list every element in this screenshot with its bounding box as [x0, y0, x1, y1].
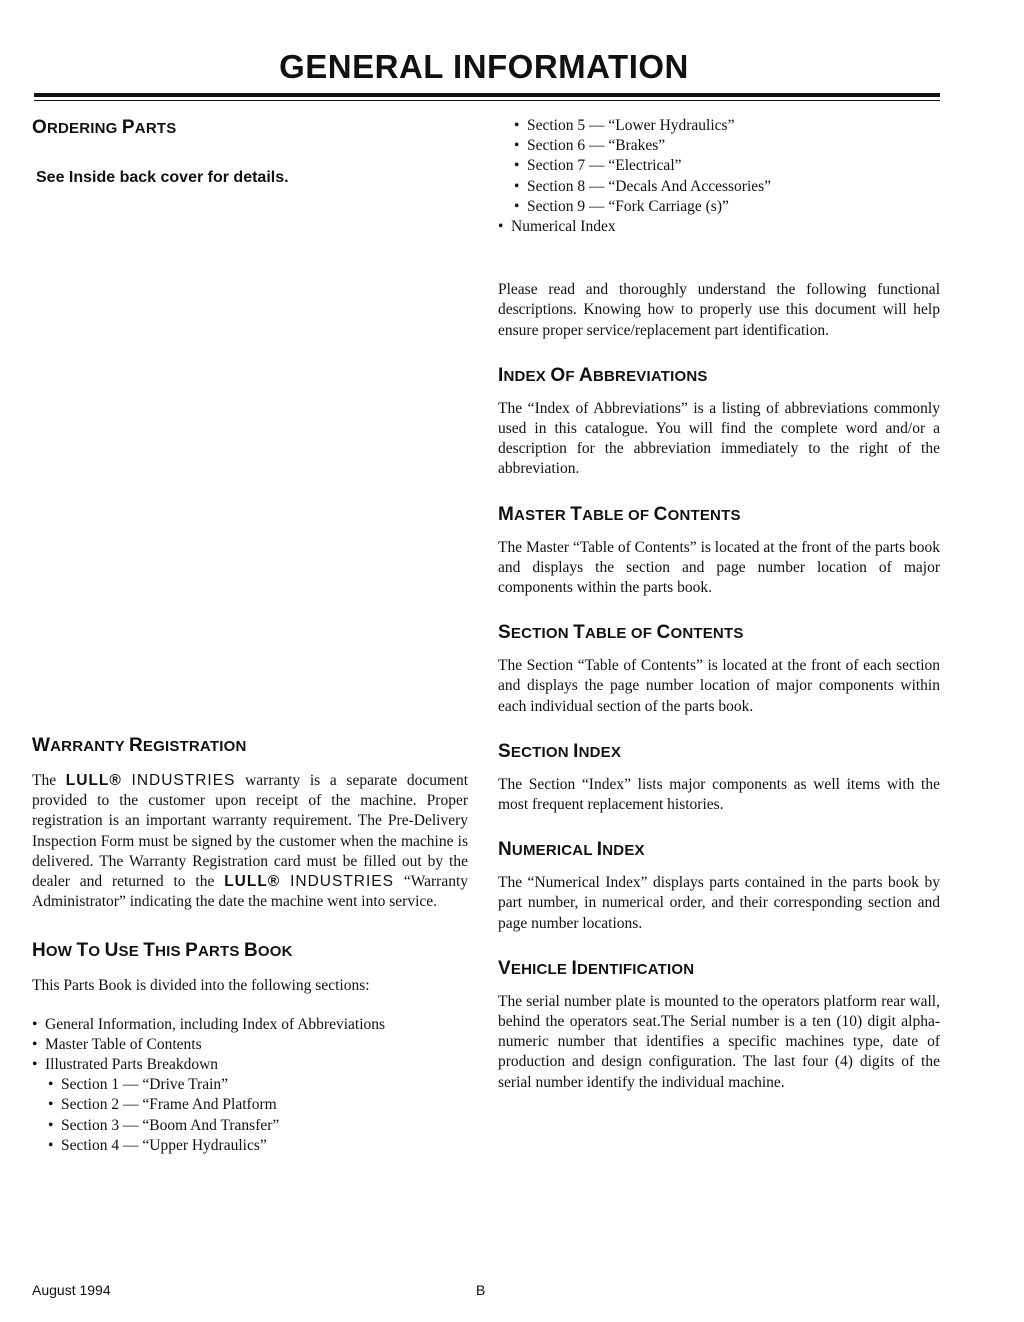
- title-rule-thick: [34, 93, 940, 97]
- functional-descriptions-intro: Please read and thoroughly understand the following functional descriptions. Knowing how to properly use this document will help ensure proper service/replacement part identification.: [498, 281, 940, 339]
- heading-initial: S: [498, 740, 511, 762]
- page-title: GENERAL INFORMATION: [279, 48, 689, 85]
- warranty-text-part-2: “Warranty Administrator” indicating the date the machine went into service.: [32, 873, 469, 911]
- heading-initial: I: [596, 839, 603, 861]
- numerical-index-heading: [498, 839, 940, 861]
- list-item: • Section 6 — “Brakes”: [514, 136, 940, 156]
- list-item: • Illustrated Parts Breakdown: [32, 1055, 452, 1075]
- heading-initial: O: [32, 117, 47, 138]
- heading-initial: T: [573, 622, 585, 644]
- heading-rest: F: [565, 367, 580, 385]
- heading-initial: B: [243, 940, 258, 962]
- heading-rest: ARTS: [197, 943, 244, 961]
- list-item: • General Information, including Index of Abbreviations: [32, 1015, 452, 1035]
- heading-initial: C: [656, 622, 671, 644]
- how-to-use-heading: [32, 940, 468, 962]
- heading-initial: U: [104, 940, 119, 962]
- left-column: [32, 114, 468, 1156]
- heading-rest: ABLE OF: [582, 506, 654, 524]
- heading-rest: NDEX: [503, 367, 551, 385]
- vehicle-identification-text: The serial number plate is mounted to the operators platform rear wall, behind the operators seat.The Serial number is a ten (10) digit alpha-numeric number that identifies a specific machines type, date of production and design configuration. The last four (4) digits of the serial number identify the individual machine.: [498, 992, 940, 1091]
- heading-initial: M: [498, 503, 515, 525]
- section-index-heading: [498, 741, 940, 763]
- heading-initial: I: [573, 740, 579, 762]
- page-number: B: [476, 1282, 486, 1298]
- heading-initial: W: [32, 735, 51, 756]
- heading-rest: HIS: [155, 943, 186, 961]
- vehicle-identification-heading: [498, 958, 940, 980]
- heading-rest: ONTENTS: [667, 506, 741, 524]
- list-item: • Section 8 — “Decals And Accessories”: [514, 177, 940, 197]
- heading-initial: I: [498, 364, 504, 386]
- sections-list-left: [32, 1015, 452, 1156]
- ordering-parts-text: See Inside back cover for details.: [36, 169, 289, 186]
- brand-name: LULL®: [65, 772, 122, 789]
- warranty-registration-text: [32, 771, 468, 912]
- heading-initial: T: [76, 940, 89, 962]
- section-table-of-contents-heading: [498, 622, 940, 644]
- heading-rest: ARRANTY: [50, 738, 129, 755]
- heading-rest: ECTION: [510, 625, 574, 643]
- brand-name: LULL®: [224, 873, 281, 891]
- warranty-text-part-1: warranty is a separate document provided to the customer upon receipt of the machine. Proper registration is an important warranty requirement. The Pre-Delivery Inspection Form must be signed by the customer when the machine is delivered. The Warranty Registration card must be filled out by the dealer and returned to the: [32, 772, 469, 891]
- index-of-abbreviations-heading: [498, 365, 940, 387]
- index-of-abbreviations-text: The “Index of Abbreviations” is a listing of abbreviations commonly used in this catalogue. You will find the complete word and/or a description for the abbreviation immediately to the right of the abbreviation.: [498, 399, 940, 478]
- list-item: • Section 4 — “Upper Hydraulics”: [48, 1136, 452, 1156]
- heading-initial: N: [498, 839, 512, 861]
- list-item: • Section 7 — “Electrical”: [514, 156, 940, 176]
- list-item: • Section 9 — “Fork Carriage (s)”: [514, 197, 940, 217]
- heading-rest: EHICLE: [510, 960, 572, 978]
- section-index-text: The Section “Index” lists major components as well items with the most frequent replacement histories.: [498, 775, 940, 814]
- master-table-of-contents-heading: [498, 504, 940, 526]
- heading-initial: A: [579, 364, 593, 386]
- heading-rest: OOK: [257, 943, 293, 961]
- heading-initial: R: [128, 735, 143, 756]
- heading-rest: RDERING: [46, 120, 122, 137]
- title-rule-thin: [34, 100, 940, 101]
- master-table-of-contents-text: The Master “Table of Contents” is located at the front of the parts book and displays the section and page number location of major components within the parts book.: [498, 538, 940, 597]
- how-to-use-intro: This Parts Book is divided into the following sections:: [32, 977, 370, 995]
- heading-rest: OW: [45, 943, 77, 961]
- list-item: • Section 1 — “Drive Train”: [48, 1075, 452, 1095]
- heading-rest: ONTENTS: [670, 625, 744, 643]
- heading-rest: BBREVIATIONS: [592, 367, 708, 385]
- right-column: [498, 114, 940, 1093]
- footer-date: August 1994: [32, 1282, 111, 1298]
- section-table-of-contents-text: The Section “Table of Contents” is located at the front of each section and displays the page number location of major components within each individual section of the parts book.: [498, 657, 940, 715]
- heading-rest: ASTER: [514, 506, 571, 524]
- brand-sub: INDUSTRIES: [290, 873, 394, 891]
- list-item: • Section 5 — “Lower Hydraulics”: [514, 116, 940, 136]
- warranty-text-prefix: The: [32, 772, 57, 789]
- list-item: • Numerical Index: [498, 217, 940, 237]
- heading-rest: UMERICAL: [511, 842, 597, 860]
- heading-initial: T: [570, 503, 583, 525]
- heading-initial: V: [498, 957, 511, 979]
- heading-rest: NDEX: [578, 743, 622, 761]
- heading-rest: ARTS: [134, 120, 177, 137]
- list-item: • Section 2 — “Frame And Platform: [48, 1095, 452, 1115]
- heading-rest: EGISTRATION: [142, 738, 247, 755]
- heading-initial: S: [498, 622, 511, 644]
- warranty-registration-heading: [32, 735, 468, 757]
- ordering-parts-heading: [32, 117, 468, 139]
- brand-sub: INDUSTRIES: [131, 772, 236, 789]
- heading-rest: O: [88, 943, 105, 961]
- heading-rest: NDEX: [602, 842, 645, 860]
- numerical-index-text: The “Numerical Index” displays parts contained in the parts book by part number, in numerical order, and their corresponding section and page number locations.: [498, 874, 940, 932]
- heading-initial: C: [653, 503, 668, 525]
- heading-rest: ECTION: [510, 743, 574, 761]
- heading-rest: ABLE OF: [584, 625, 657, 643]
- heading-rest: DENTIFICATION: [576, 960, 695, 978]
- heading-initial: O: [550, 364, 566, 386]
- heading-rest: SE: [118, 943, 144, 961]
- heading-initial: T: [143, 940, 156, 962]
- heading-initial: H: [32, 940, 46, 962]
- sections-list-right: [498, 116, 940, 237]
- list-item: • Section 3 — “Boom And Transfer”: [48, 1116, 452, 1136]
- heading-initial: P: [185, 940, 198, 962]
- list-item: • Master Table of Contents: [32, 1035, 452, 1055]
- heading-initial: P: [121, 117, 135, 138]
- heading-initial: I: [571, 957, 577, 979]
